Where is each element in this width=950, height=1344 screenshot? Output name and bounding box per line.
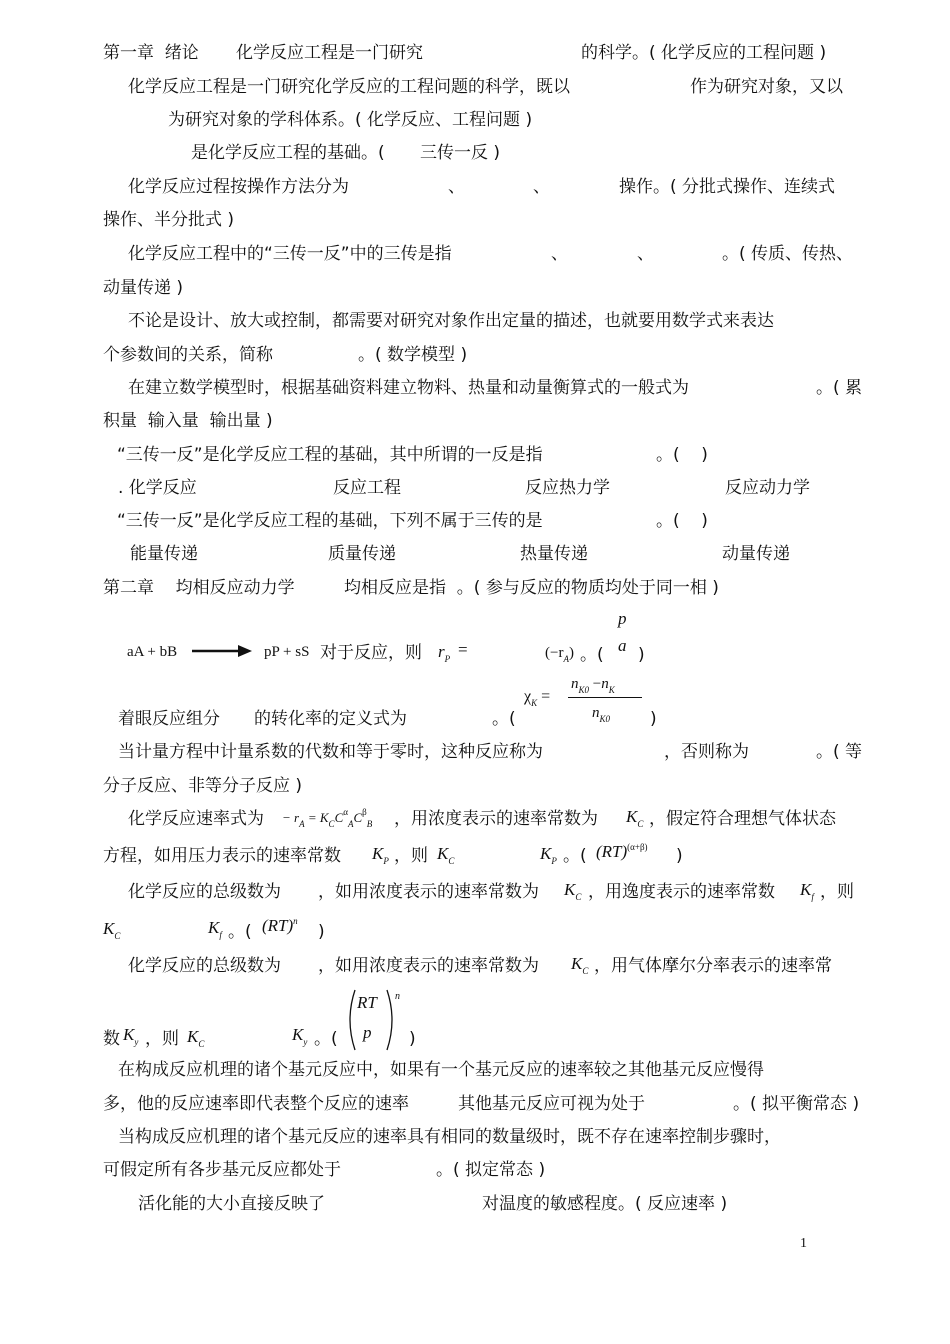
text-line: 。( xyxy=(580,645,604,665)
text-line: 数 xyxy=(103,1029,120,1049)
text-line: 均相反应是指 。( 参与反应的物质均处于同一相 ) xyxy=(344,578,719,598)
text-line: 、 xyxy=(533,177,550,197)
text-line: 化学反应工程是一门研究 xyxy=(236,43,423,63)
rate-a-expr: $(-r_A)$ xyxy=(545,645,574,664)
text-line: ，则 xyxy=(820,882,854,902)
text-line: 化学反应工程是一门研究化学反应的工程问题的科学，既以 xyxy=(128,77,570,97)
text-line: 化学反应工程中的“三传一反”中的三传是指 xyxy=(128,244,452,264)
reaction-products: pP + sS xyxy=(264,644,310,660)
text-line: 操作。( 分批式操作、连续式 xyxy=(619,177,836,197)
text-line: ，则 xyxy=(394,846,428,866)
text-line: 。( xyxy=(563,846,587,866)
text-line: 。( 累 xyxy=(816,378,863,398)
fraction-bar xyxy=(568,696,644,699)
text-line: 动量传递 ) xyxy=(103,278,184,298)
answer-blank: 。( ) xyxy=(656,445,708,465)
ky-symbol: $K_y$ xyxy=(123,1025,139,1047)
option-d: 动量传递 xyxy=(722,544,790,564)
text-line: 。( xyxy=(314,1029,338,1049)
text-line: 。( xyxy=(228,922,252,942)
rate-equation: − $r_A = K_CC^\alpha_AC^\beta_B$ xyxy=(282,807,373,829)
text-line: 不论是设计、放大或控制，都需要对研究对象作出定量的描述，也就要用数学式来表达 xyxy=(128,311,774,331)
option-c: 反应热力学 xyxy=(525,478,610,498)
text-line: 。( 拟平衡常态 ) xyxy=(733,1094,860,1114)
kc-symbol: $K_C$ xyxy=(564,880,582,902)
kp-symbol: $K_P$ xyxy=(372,844,389,866)
text-line: 方程，如用压力表示的速率常数 xyxy=(103,846,341,866)
text-line: 作为研究对象，又以 xyxy=(690,77,843,97)
option-d: 反应动力学 xyxy=(725,478,810,498)
text-line: ) xyxy=(650,709,657,729)
rt-denominator: p xyxy=(363,1023,372,1042)
equals-sign: = xyxy=(458,640,468,659)
question-stem: “三传一反”是化学反应工程的基础，其中所谓的一反是指 xyxy=(117,445,543,465)
text-line: ，用气体摩尔分率表示的速率常 xyxy=(594,956,832,976)
kf-symbol: $K_f$ xyxy=(800,880,814,902)
text-line: 化学反应的总级数为 xyxy=(128,882,281,902)
frac-numerator: p xyxy=(618,609,627,628)
text-line: ，如用浓度表示的速率常数为 xyxy=(318,882,539,902)
text-line: 当构成反应机理的诸个基元反应的速率具有相同的数量级时，既不存在速率控制步骤时， xyxy=(118,1127,781,1147)
rt-power: (RT)$^n$ xyxy=(262,916,298,935)
left-paren xyxy=(344,988,358,1052)
option-a: . 化学反应 xyxy=(118,478,197,498)
kf-symbol: $K_f$ xyxy=(208,918,222,940)
question-stem: “三传一反”是化学反应工程的基础，下列不属于三传的是 xyxy=(117,511,543,531)
text-line: ，如用浓度表示的速率常数为 xyxy=(318,956,539,976)
chi-denominator: $n_{K0}$ xyxy=(592,705,611,724)
rt-power: (RT)$^{(\alpha+\beta)}$ xyxy=(596,842,648,861)
text-line: 其他基元反应可视为处于 xyxy=(458,1094,645,1114)
text-line: 的科学。( 化学反应的工程问题 ) xyxy=(581,43,827,63)
chi-numerator: $n_{K0} -n_K$ xyxy=(571,676,615,695)
text-line: 、 xyxy=(637,244,654,264)
text-line: ) xyxy=(318,922,325,942)
text-line: 个参数间的关系，简称 xyxy=(103,345,273,365)
text-line: 活化能的大小直接反映了 xyxy=(138,1194,325,1214)
option-a: 能量传递 xyxy=(130,544,198,564)
ky-symbol: $K_y$ xyxy=(292,1025,308,1047)
kp-symbol: $K_P$ xyxy=(540,844,557,866)
text-line: 。( 等 xyxy=(816,742,863,762)
text-line: 化学反应速率式为 xyxy=(128,809,264,829)
option-b: 反应工程 xyxy=(333,478,401,498)
text-line: 积量 输入量 输出量 ) xyxy=(103,411,273,431)
text-line: ，否则称为 xyxy=(664,742,749,762)
kc-symbol: $K_C$ xyxy=(103,919,121,941)
conversion-symbol: $\chi_K$ = xyxy=(524,688,551,708)
kc-symbol: $K_C$ xyxy=(571,954,589,976)
text-line: 着眼反应组分 xyxy=(118,709,220,729)
text-line: ) xyxy=(409,1029,416,1049)
text-line: 为研究对象的学科体系。( 化学反应、工程问题 ) xyxy=(168,110,533,130)
text-line: 化学反应过程按操作方法分为 xyxy=(128,177,349,197)
text-line: 分子反应、非等分子反应 ) xyxy=(103,776,303,796)
text-line: 三传一反 ) xyxy=(420,143,501,163)
frac-denominator: a xyxy=(618,636,627,655)
text-line: 操作、半分批式 ) xyxy=(103,210,235,230)
text-line: 当计量方程中计量系数的代数和等于零时，这种反应称为 xyxy=(118,742,543,762)
text-line: 对温度的敏感程度。( 反应速率 ) xyxy=(482,1194,728,1214)
reaction-arrow xyxy=(190,644,254,658)
text-line: ，则 xyxy=(145,1029,179,1049)
text-line: 。( 数学模型 ) xyxy=(358,345,468,365)
text-line: ) xyxy=(676,846,683,866)
text-line: 化学反应的总级数为 xyxy=(128,956,281,976)
reaction-reactants: aA + bB xyxy=(127,644,178,660)
option-b: 质量传递 xyxy=(328,544,396,564)
text-line: 在构成反应机理的诸个基元反应中，如果有一个基元反应的速率较之其他基元反应慢得 xyxy=(118,1060,764,1080)
chapter-2-title: 第二章 均相反应动力学 xyxy=(103,578,295,598)
text-line: 对于反应，则 xyxy=(320,643,422,663)
text-line: 。( 传质、传热、 xyxy=(722,244,854,264)
page-number: 1 xyxy=(800,1236,807,1251)
text-line: ) xyxy=(638,645,645,665)
text-line: 的转化率的定义式为 xyxy=(254,709,407,729)
text-line: 、 xyxy=(551,244,568,264)
kc-symbol: $K_C$ xyxy=(187,1027,205,1049)
text-line: 是化学反应工程的基础。( xyxy=(191,143,385,163)
text-line: 、 xyxy=(448,177,465,197)
rate-symbol: $r_P$ xyxy=(438,642,451,664)
rt-exponent: n xyxy=(395,991,400,1002)
option-c: 热量传递 xyxy=(520,544,588,564)
text-line: ，用浓度表示的速率常数为 xyxy=(394,809,598,829)
answer-blank: 。( ) xyxy=(656,511,708,531)
text-line: 。( 拟定常态 ) xyxy=(436,1160,546,1180)
text-line: 多，他的反应速率即代表整个反应的速率 xyxy=(103,1094,409,1114)
text-line: 。( xyxy=(492,709,516,729)
kc-symbol: $K_C$ xyxy=(626,807,644,829)
kc-symbol: $K_C$ xyxy=(437,844,455,866)
text-line: ，用逸度表示的速率常数 xyxy=(588,882,775,902)
text-line: 在建立数学模型时，根据基础资料建立物料、热量和动量衡算式的一般式为 xyxy=(128,378,689,398)
text-line: ，假定符合理想气体状态 xyxy=(649,809,836,829)
rt-numerator: RT xyxy=(357,993,377,1012)
chapter-1-title: 第一章 绪论 xyxy=(103,43,199,63)
text-line: 可假定所有各步基元反应都处于 xyxy=(103,1160,341,1180)
